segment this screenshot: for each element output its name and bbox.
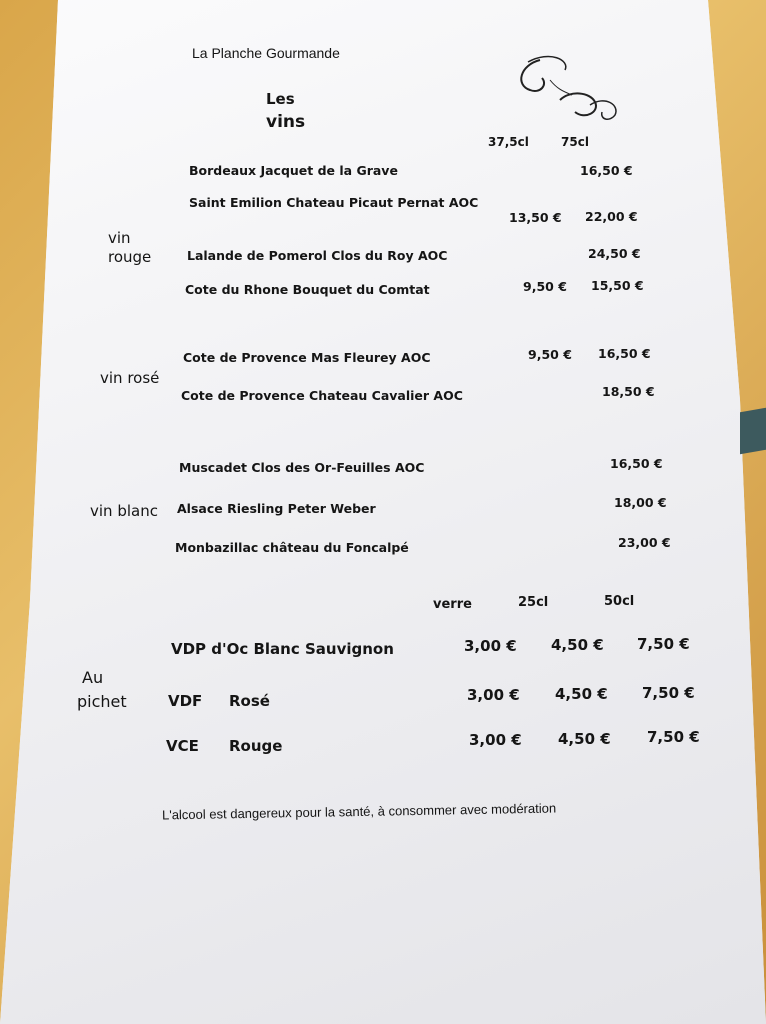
category-pichet-line1: Au [82,668,104,687]
wine-name: Muscadet Clos des Or-Feuilles AOC [179,460,425,475]
price-75cl: 18,50 € [602,384,655,399]
price-50cl: 7,50 € [642,684,695,702]
price-37cl: 9,50 € [528,347,572,362]
category-pichet-line2: pichet [77,692,127,711]
price-25cl: 4,50 € [555,685,608,703]
price-50cl: 7,50 € [647,728,700,746]
price-75cl: 16,50 € [610,456,663,471]
wine-name: Alsace Riesling Peter Weber [177,501,376,516]
price-37cl: 9,50 € [523,279,567,294]
category-rouge-line2: rouge [108,248,152,266]
restaurant-name: La Planche Gourmande [192,45,340,61]
heading-vins: vins [266,112,306,132]
category-rouge-line1: vin [108,229,131,247]
price-37cl: 13,50 € [509,210,562,225]
pichet-wine-name: Rouge [229,737,283,755]
price-75cl: 23,00 € [618,535,671,550]
wine-name: Cote de Provence Chateau Cavalier AOC [181,388,463,403]
header-37cl: 37,5cl [488,135,529,149]
background-object [740,408,766,455]
swirl-logo-icon [510,50,625,130]
price-75cl: 22,00 € [585,209,638,224]
pichet-wine-code: VCE [166,737,199,755]
price-75cl: 16,50 € [580,163,633,178]
price-50cl: 7,50 € [637,635,690,653]
wine-name: Cote du Rhone Bouquet du Comtat [185,282,430,297]
price-25cl: 4,50 € [551,636,604,654]
wine-name: Cote de Provence Mas Fleurey AOC [183,350,431,365]
price-verre: 3,00 € [464,637,517,655]
alcohol-warning: L'alcool est dangereux pour la santé, à consommer avec modération [161,800,557,823]
wine-name: Lalande de Pomerol Clos du Roy AOC [187,248,448,263]
header-25cl: 25cl [518,595,549,610]
wine-name: Bordeaux Jacquet de la Grave [189,163,398,178]
pichet-wine-name: VDP d'Oc Blanc Sauvignon [171,640,394,658]
wine-name: Monbazillac château du Foncalpé [175,540,409,555]
wine-name: Saint Emilion Chateau Picaut Pernat AOC [189,195,479,210]
price-verre: 3,00 € [467,686,520,704]
header-verre: verre [433,597,472,612]
pichet-wine-name: Rosé [229,692,270,710]
price-75cl: 15,50 € [591,278,644,293]
pichet-wine-code: VDF [168,692,203,710]
price-verre: 3,00 € [469,731,522,749]
price-25cl: 4,50 € [558,730,611,748]
header-50cl: 50cl [604,594,635,609]
category-blanc: vin blanc [90,502,158,520]
heading-les: Les [266,90,295,108]
price-75cl: 18,00 € [614,495,667,510]
price-75cl: 16,50 € [598,346,651,361]
category-rose: vin rosé [100,369,160,387]
header-75cl: 75cl [561,135,589,149]
price-75cl: 24,50 € [588,246,641,261]
